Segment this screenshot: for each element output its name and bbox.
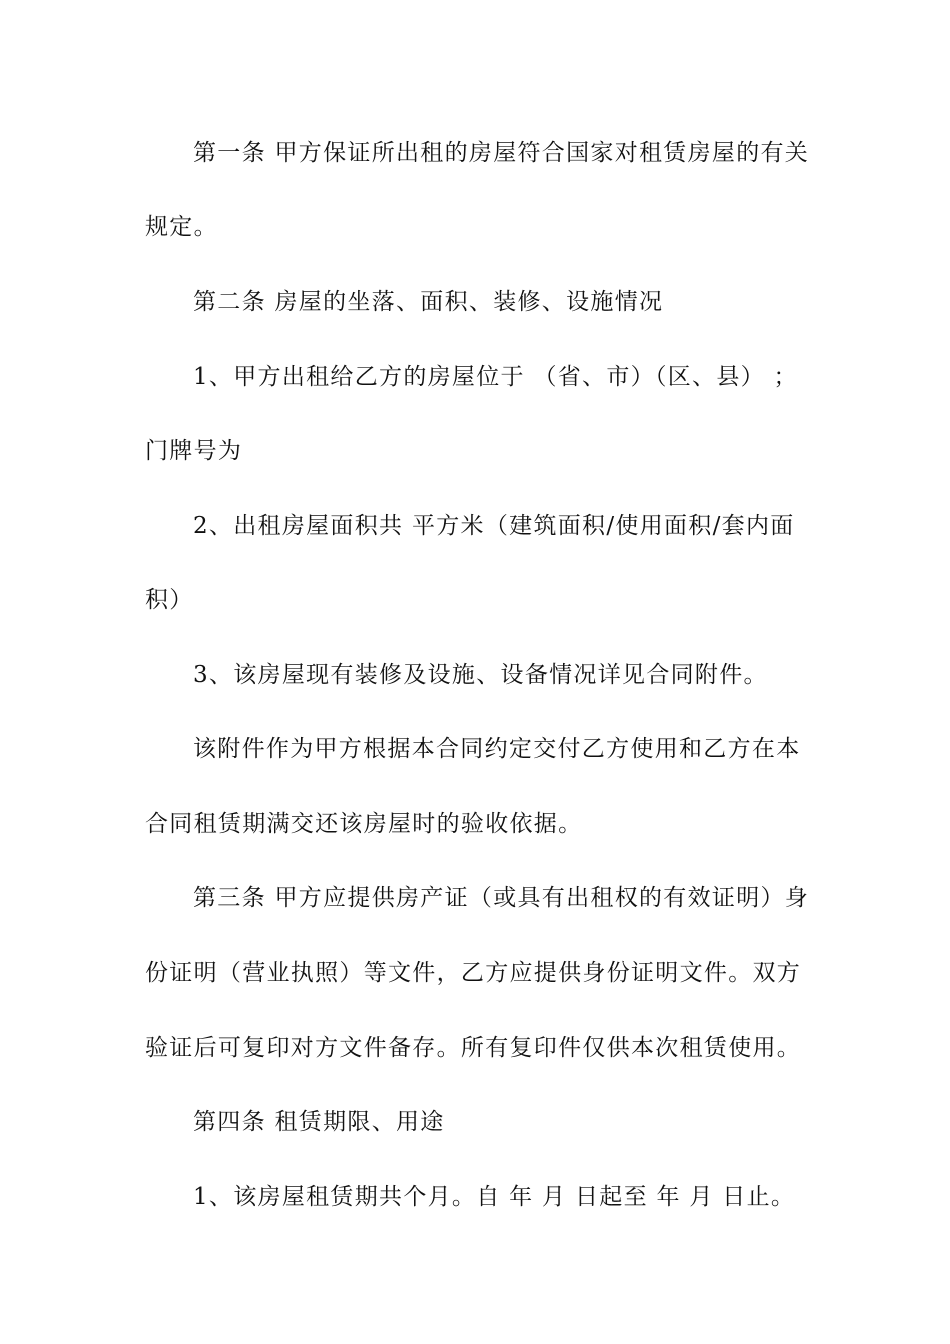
article-4-heading: 第四条 租赁期限、用途	[193, 1109, 445, 1135]
article-2-heading: 第二条 房屋的坐落、面积、装修、设施情况	[193, 289, 664, 315]
article-3-continuation-2: 验证后可复印对方文件备存。所有复印件仅供本次租赁使用。	[145, 1035, 802, 1061]
article-1-continuation: 规定。	[145, 214, 218, 240]
article-3-continuation-1: 份证明（营业执照）等文件，乙方应提供身份证明文件。双方	[145, 960, 802, 986]
article-2-item-2-continuation: 积）	[145, 587, 194, 613]
article-2-item-1-continuation: 门牌号为	[145, 438, 243, 464]
attachment-paragraph: 该附件作为甲方根据本合同约定交付乙方使用和乙方在本	[193, 736, 801, 762]
article-2-item-3: 3、该房屋现有装修及设施、设备情况详见合同附件。	[193, 662, 768, 688]
attachment-paragraph-continuation: 合同租赁期满交还该房屋时的验收依据。	[145, 811, 583, 837]
article-1-text: 第一条 甲方保证所出租的房屋符合国家对租赁房屋的有关	[193, 140, 810, 166]
article-2-item-2: 2、出租房屋面积共 平方米（建筑面积/使用面积/套内面	[193, 513, 795, 539]
article-3-text: 第三条 甲方应提供房产证（或具有出租权的有效证明）身	[193, 885, 810, 911]
article-2-item-1: 1、甲方出租给乙方的房屋位于 （省、市）（区、县） ；	[193, 364, 798, 390]
article-4-item-1: 1、该房屋租赁期共个月。自 年 月 日起至 年 月 日止。	[193, 1184, 796, 1210]
